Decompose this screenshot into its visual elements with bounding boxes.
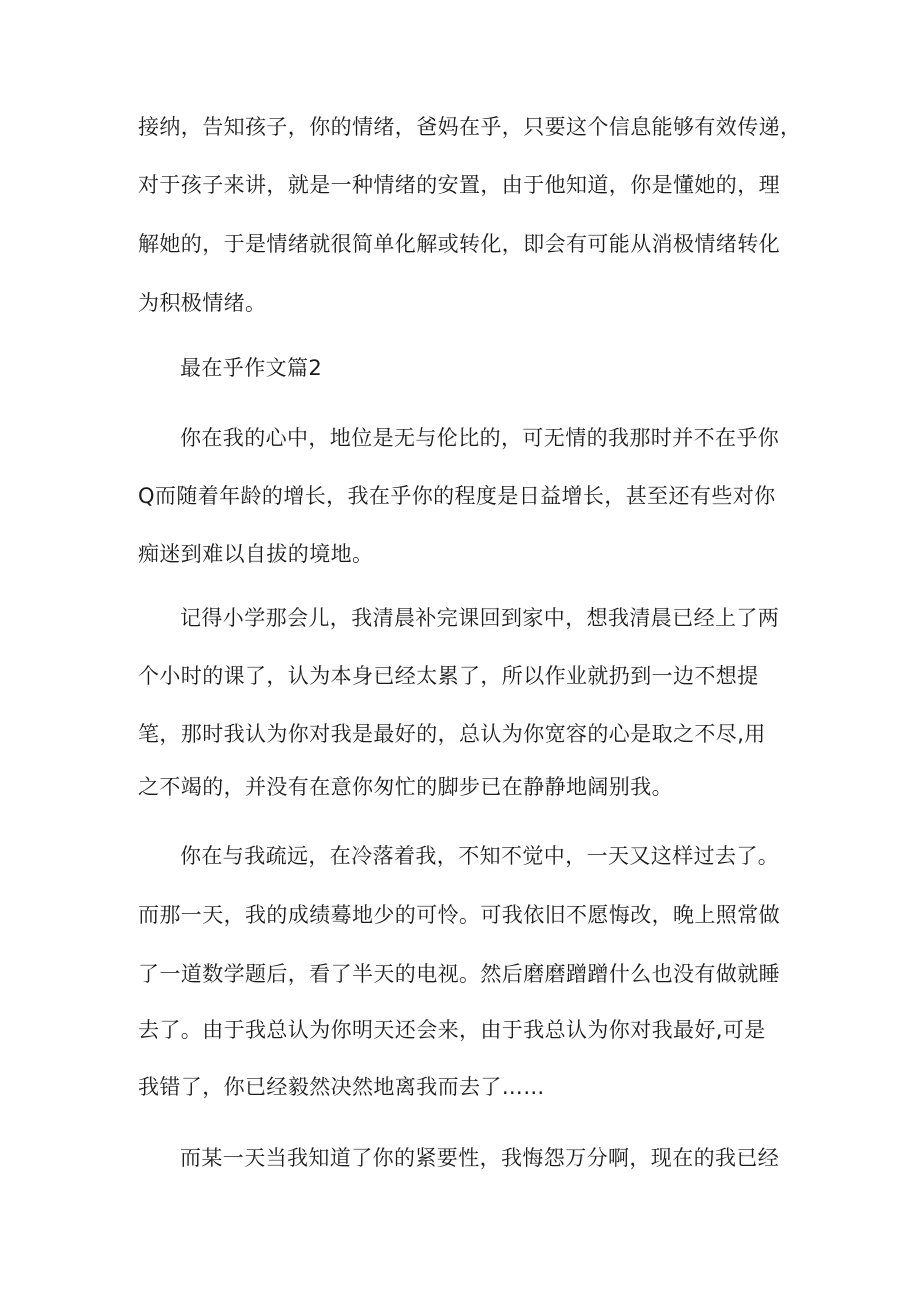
text-line: 对于孩子来讲，就是一种情绪的安置，由于他知道，你是懂她的，理 xyxy=(138,173,780,197)
text-line: 接纳，告知孩子，你的情绪，爸妈在乎，只要这个信息能够有效传递， xyxy=(138,115,802,139)
text-line: 了一道数学题后，看了半天的电视。然后磨磨蹭蹭什么也没有做就睡 xyxy=(138,962,780,986)
text-line: 而某一天当我知道了你的紧要性，我悔怨万分啊，现在的我已经 xyxy=(180,1146,780,1170)
text-line: 为积极情绪。 xyxy=(138,291,267,315)
text-line: 而那一天，我的成绩蓦地少的可怜。可我依旧不愿悔改，晚上照常做 xyxy=(138,903,780,927)
text-line: 你在与我疏远，在冷落着我，不知不觉中，一天又这样过去了。 xyxy=(180,844,780,868)
text-line: 个小时的课了，认为本身已经太累了，所以作业就扔到一边不想提 xyxy=(138,664,759,688)
text-line: Q而随着年龄的增长，我在乎你的程度是日益增长，甚至还有些对你 xyxy=(138,484,776,508)
text-line: 你在我的心中，地位是无与伦比的，可无情的我那时并不在乎你 xyxy=(180,426,780,450)
text-line: 痴迷到难以自拔的境地。 xyxy=(138,542,374,566)
text-line: 之不竭的，并没有在意你匆忙的脚步已在静静地阔别我。 xyxy=(138,775,673,799)
text-line: 解她的，于是情绪就很简单化解或转化，即会有可能从消极情绪转化 xyxy=(138,232,780,256)
text-line: 去了。由于我总认为你明天还会来，由于我总认为你对我最好,可是 xyxy=(138,1018,766,1042)
text-line: 记得小学那会儿，我清晨补完课回到家中，想我清晨已经上了两 xyxy=(180,606,780,630)
text-line: 笔，那时我认为你对我是最好的，总认为你宽容的心是取之不尽,用 xyxy=(138,722,766,746)
text-line: 我错了，你已经毅然决然地离我而去了…… xyxy=(138,1075,545,1099)
section-heading: 最在乎作文篇2 xyxy=(180,356,323,380)
